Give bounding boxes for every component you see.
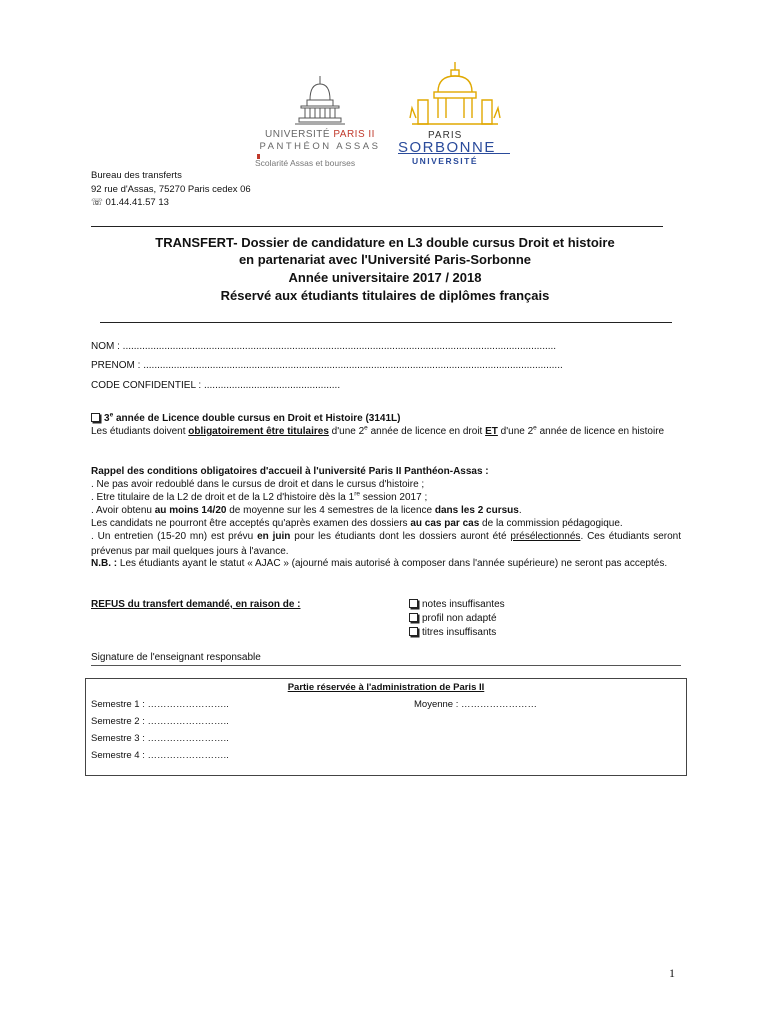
admin-box [85, 678, 687, 776]
sorbonne-name-2: SORBONNE [398, 139, 496, 156]
admin-semestre-2[interactable]: Semestre 2 : …………………….. [91, 716, 229, 727]
admin-semestre-1[interactable]: Semestre 1 : …………………….. [91, 699, 229, 710]
sorbonne-name-3: UNIVERSITÉ [412, 156, 479, 166]
field-prenom[interactable]: PRENOM : ....................................................................................................................................................... [91, 360, 563, 371]
refusal-checkbox-1[interactable] [409, 599, 418, 608]
condition-nb: N.B. : Les étudiants ayant le statut « AJAC » (ajourné mais autorisé à composer dans l'année supérieure) ne seront pas acceptés. [91, 558, 668, 569]
page-number: 1 [669, 966, 675, 980]
title-line-3: Année universitaire 2017 / 2018 [288, 270, 482, 285]
field-code-confidentiel[interactable]: CODE CONFIDENTIEL : ................................................. [91, 380, 341, 391]
admin-semestre-3[interactable]: Semestre 3 : …………………….. [91, 733, 229, 744]
admin-heading: Partie réservée à l'administration de Paris II [287, 682, 485, 693]
refusal-option-3: titres insuffisants [409, 626, 496, 641]
office-address: 92 rue d'Assas, 75270 Paris cedex 06 [91, 184, 251, 195]
refusal-checkbox-2[interactable] [409, 613, 418, 622]
option-title: 3e année de Licence double cursus en Droit et Histoire (3141L) [91, 412, 401, 427]
refusal-option-1: notes insuffisantes [409, 598, 505, 613]
assas-name-a: UNIVERSITÉ [265, 129, 331, 140]
sorbonne-building-icon [398, 60, 513, 132]
condition-4: Les candidats ne pourront être acceptés qu'après examen des dossiers au cas par cas de la commission pédagogique. [91, 518, 623, 529]
option-description: Les étudiants doivent obligatoirement être titulaires d'une 2e année de licence en droit ET d'une 2e année de licence en histoire [91, 424, 665, 437]
condition-1: . Ne pas avoir redoublé dans le cursus de droit et dans le cursus d'histoire ; [91, 479, 425, 490]
header-rule [91, 226, 663, 227]
sorbonne-name-1: PARIS [428, 130, 463, 141]
admin-moyenne[interactable]: Moyenne : …………………… [414, 699, 537, 710]
option-checkbox[interactable] [91, 413, 100, 422]
title-line-2: en partenariat avec l'Université Paris-Sorbonne [238, 252, 532, 267]
pantheon-dome-icon [255, 74, 385, 130]
assas-name-line2: PANTHÉON ASSAS [259, 141, 381, 152]
sorbonne-logo [398, 60, 513, 170]
condition-5: . Un entretien (15-20 mn) est prévu en juin pour les étudiants dont les dossiers auront été présélectionnés. Ces étudiants seront prévenus par mail quelques jours à l'avance. [91, 531, 681, 557]
condition-3: . Avoir obtenu au moins 14/20 de moyenne sur les 4 semestres de la licence dans les 2 cursus. [91, 505, 522, 516]
phone-icon: ☏ [91, 197, 103, 208]
office-phone: 01.44.41.57 13 [105, 197, 169, 208]
title-line-4: Réservé aux étudiants titulaires de diplômes français [220, 288, 550, 303]
signature-rule [91, 665, 681, 666]
field-nom[interactable]: NOM : ............................................................................................................................................................ [91, 341, 557, 352]
condition-2: . Etre titulaire de la L2 de droit et de la L2 d'histoire dès la 1re session 2017 ; [91, 490, 428, 503]
refusal-checkbox-3[interactable] [409, 627, 418, 636]
refusal-label: REFUS du transfert demandé, en raison de : [91, 599, 301, 610]
assas-tagline: Scolarité Assas et bourses [255, 158, 356, 168]
refusal-option-2: profil non adapté [409, 612, 497, 627]
assas-logo [255, 74, 385, 168]
admin-semestre-4[interactable]: Semestre 4 : …………………….. [91, 750, 229, 761]
assas-name-b: PARIS II [333, 129, 375, 140]
conditions-heading: Rappel des conditions obligatoires d'accueil à l'université Paris II Panthéon-Assas : [91, 466, 489, 477]
office-name: Bureau des transferts [91, 170, 182, 181]
signature-label: Signature de l'enseignant responsable [91, 652, 261, 663]
title-rule [100, 322, 672, 323]
title-line-1: TRANSFERT- Dossier de candidature en L3 double cursus Droit et histoire [155, 235, 615, 250]
